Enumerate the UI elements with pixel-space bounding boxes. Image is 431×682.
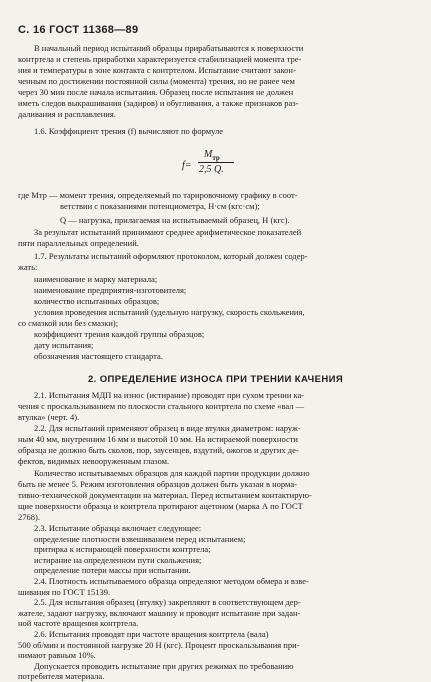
paragraph-line: пяти параллельных определений.: [18, 238, 139, 248]
list-item: со смазкой или без смазки);: [18, 318, 119, 328]
section-heading: 2. ОПРЕДЕЛЕНИЕ ИЗНОСА ПРИ ТРЕНИИ КАЧЕНИЯ: [87, 374, 344, 385]
list-item: притирка к истирающей поверхности контртела;: [34, 544, 211, 555]
paragraph-line: даливания и расплавления.: [18, 109, 116, 119]
paragraph-line: 1.7. Результаты испытаний оформляют протоколом, который должен содер-: [34, 251, 308, 261]
list-item: обозначения настоящего стандарта.: [34, 351, 163, 361]
list-item: коэффициент трения каждой группы образцов;: [34, 329, 205, 339]
paragraph-line: 1.6. Коэффициент трения (f) вычисляют по формуле: [34, 126, 224, 136]
fraction-bar: [198, 162, 234, 163]
paragraph-line: Количество испытываемых образцов для каждой партии продукции должно: [34, 468, 310, 478]
paragraph-line: 2.1. Испытания МДП на износ (истирание) проводят при сухом трении ка-: [34, 390, 305, 400]
definition-line: ветствии с показаниями потенциометра, Н·см (кгс·см);: [60, 201, 260, 211]
list-item: условия проведения испытаний (удельную нагрузку, скорость скольжения,: [34, 307, 305, 317]
paragraph-line: жателе, задают нагрузку, включают машину и проводят испытание при задан-: [18, 607, 301, 618]
list-item: дату испытания;: [34, 340, 94, 350]
paragraph-line: втулка» (черт. 4).: [18, 412, 80, 422]
paragraph-line: быть не менее 5. Режим изготовления образцов должен быть указан в норма-: [18, 479, 297, 489]
page-header: С. 16 ГОСТ 11368—89: [18, 24, 139, 36]
paragraph-line: 2768).: [18, 512, 40, 522]
paragraph-line: 500 об/мин и постоянной нагрузке 20 Н (кгс). Процент проскальзывания при-: [18, 639, 300, 650]
paragraph-line: нимают равным 10%.: [18, 650, 96, 661]
list-item: количество испытанных образцов;: [34, 296, 160, 306]
paragraph-line: жать:: [18, 262, 38, 272]
paragraph-line: щие поверхности образца и контртела протирают ацетоном (марка А по ГОСТ: [18, 501, 303, 511]
paragraph-line: 2.4. Плотность испытываемого образца определяют методом обмера и взве-: [34, 576, 309, 586]
definition-line: где Mтр — момент трения, определяемый по тарировочному графику в соот-: [18, 190, 298, 200]
formula-denominator: 2,5 Q.: [199, 164, 224, 175]
list-item: истирание на определенном пути скольжения;: [34, 554, 202, 565]
formula-lhs: f=: [182, 160, 192, 171]
paragraph-line: потребителя материала.: [18, 671, 105, 682]
paragraph-line: тивно-технической документации на материал. Перед испытанием контактирую-: [18, 490, 312, 500]
list-item: наименование предприятия-изготовителя;: [34, 285, 187, 295]
paragraph-line: фектов, видимых невооруженным глазом.: [18, 456, 170, 466]
paragraph-line: иметь следов выкрашивания (задиров) и обугливания, а также признаков раз-: [18, 98, 299, 108]
paragraph-line: шивания по ГОСТ 15139.: [18, 586, 111, 597]
formula-numerator: $M_{тр}$: [204, 149, 220, 162]
list-item: определение плотности взвешиванием перед испытанием;: [34, 533, 246, 544]
paragraph-line: 2.5. Для испытания образец (втулку) закрепляют в соответствующем дер-: [34, 597, 301, 608]
paragraph-line: 2.3. Испытание образца включает следующее:: [34, 523, 202, 533]
list-item: наименование и марку материала;: [34, 274, 158, 284]
list-item: определение потери массы при испытании.: [34, 565, 191, 576]
paragraph-line: образца не должно быть сколов, пор, заусенцев, вздутий, ожогов и других де-: [18, 445, 299, 455]
paragraph-line: ным 40 мм, внутренним 16 мм и высотой 10 мм. На истираемой поверхности: [18, 434, 298, 444]
paragraph-line: ния и температуры в зоне контакта с контртелом. Испытание считают закон-: [18, 65, 296, 75]
paragraph-line: В начальный период испытаний образцы прирабатываются к поверхности: [34, 43, 304, 53]
paragraph-line: чения с проскальзыванием по плоскости стального контртела по схеме «вал —: [18, 401, 305, 411]
paragraph-line: Допускается проводить испытание при других режимах по требованию: [34, 660, 294, 671]
paragraph-line: 2.2. Для испытаний применяют образец в виде втулки диаметром: наруж-: [34, 423, 301, 433]
definition-line: Q — нагрузка, прилагаемая на испытываемый образец, Н (кгс).: [60, 215, 290, 225]
paragraph-line: За результат испытаний принимают среднее арифметическое показателей: [34, 227, 302, 237]
paragraph-line: ченным по достижении постоянной силы (момента) трения, но не ранее чем: [18, 76, 295, 86]
paragraph-line: через 30 мин после начала испытания. Образец после испытания не должен: [18, 87, 294, 97]
paragraph-line: ной частоте вращения контртела.: [18, 618, 139, 629]
paragraph-line: контртела и степень приработки характеризуется стабилизацией момента тре-: [18, 54, 302, 64]
paragraph-line: 2.6. Испытания проводят при частоте вращения контртела (вала): [34, 629, 269, 639]
